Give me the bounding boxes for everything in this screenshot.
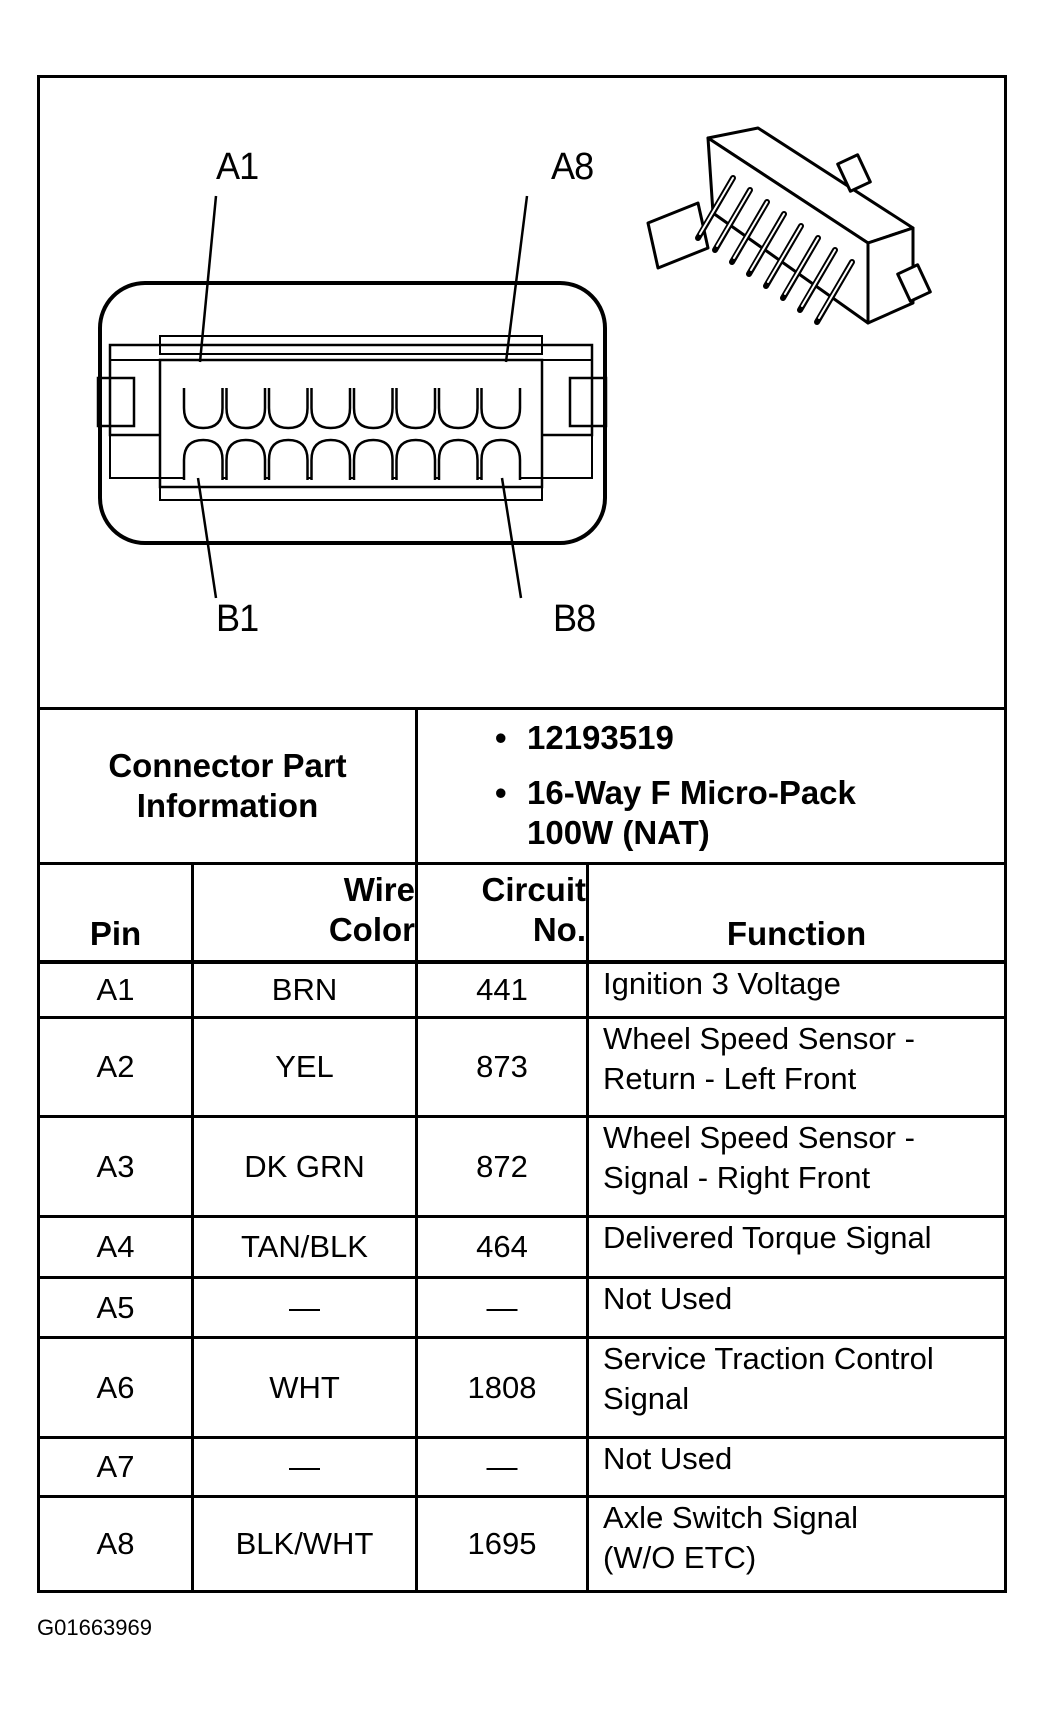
function-cell: [589, 1339, 1004, 1436]
function-line: Signal - Right Front: [603, 1160, 871, 1195]
function-line: Axle Switch Signal: [603, 1500, 859, 1535]
bullet-icon: •: [495, 719, 507, 756]
function-line: Wheel Speed Sensor -: [603, 1021, 915, 1056]
header-pin-label: Pin: [89, 915, 142, 952]
function-cell: [589, 1279, 1004, 1336]
function-line: Ignition 3 Voltage: [603, 966, 841, 1001]
wire-color-cell: YEL: [275, 1049, 334, 1084]
pin-label-a8: A8: [551, 146, 594, 188]
function-cell: [589, 1019, 1004, 1115]
circuit-no-cell: 873: [476, 1049, 528, 1084]
header-function: [589, 865, 1004, 960]
pin-cell: A5: [96, 1289, 135, 1325]
header-circuit-no-line-2: No.: [532, 910, 586, 948]
connector-type-line-1: 16-Way F Micro-Pack: [527, 774, 856, 811]
bullet-icon: •: [495, 774, 507, 811]
header-pin: [40, 865, 191, 960]
wire-color-cell: BLK/WHT: [235, 1526, 374, 1561]
function-line: Delivered Torque Signal: [603, 1220, 932, 1255]
circuit-no-cell: 1808: [467, 1369, 537, 1405]
wire-color-cell: BRN: [271, 972, 338, 1007]
header-wire-color-line-2: Color: [328, 910, 415, 948]
part-number: 12193519: [527, 719, 674, 756]
function-line: Not Used: [603, 1281, 733, 1316]
divider: [415, 710, 418, 862]
function-cell: [589, 1118, 1004, 1215]
pin-cell: A7: [96, 1449, 135, 1484]
header-function-label: Function: [726, 915, 867, 952]
circuit-no-cell: 872: [476, 1148, 528, 1184]
pin-label-b8: B8: [553, 598, 596, 640]
part-info-item: [495, 773, 1004, 853]
circuit-no-cell: 1695: [467, 1526, 537, 1561]
figure-id: G01663969: [37, 1615, 152, 1640]
pin-cell: A2: [96, 1049, 135, 1084]
connector-part-info-values: [455, 710, 1004, 862]
wire-color-cell: —: [289, 1449, 320, 1484]
function-line: Wheel Speed Sensor -: [603, 1120, 915, 1155]
header-circuit-no: [418, 865, 586, 960]
pin-cell: A6: [96, 1369, 135, 1405]
pin-cell: A1: [96, 972, 135, 1007]
connector-3d-icon: [638, 118, 938, 333]
wire-color-cell: —: [289, 1289, 320, 1325]
header-circuit-no-line-1: Circuit: [481, 870, 586, 908]
function-line: (W/O ETC): [603, 1540, 757, 1575]
pin-label-a1: A1: [216, 146, 259, 188]
circuit-no-cell: —: [486, 1289, 518, 1325]
function-line: Not Used: [603, 1441, 733, 1476]
pin-label-b1: B1: [216, 598, 259, 640]
connector-part-info-label: [40, 710, 415, 862]
function-line: Signal: [603, 1381, 690, 1416]
pin-cell: A8: [96, 1526, 135, 1561]
pin-cell: A4: [96, 1229, 135, 1264]
connector-end-view-figure: [37, 75, 1007, 1593]
circuit-no-cell: 464: [476, 1229, 528, 1264]
wire-color-cell: TAN/BLK: [241, 1229, 368, 1264]
connector-type-line-2: 100W (NAT): [527, 814, 710, 851]
part-info-item: [495, 718, 1004, 758]
pin-cell: A3: [96, 1148, 135, 1184]
wire-color-cell: WHT: [269, 1369, 340, 1405]
connector-diagram: [40, 78, 1004, 707]
part-info-label-line-2: Information: [136, 787, 319, 824]
function-cell: [589, 964, 1004, 1016]
header-wire-color-line-1: Wire: [343, 870, 415, 908]
function-cell: [589, 1498, 1004, 1590]
function-line: Service Traction Control: [603, 1341, 934, 1376]
function-cell: [589, 1218, 1004, 1276]
function-cell: [589, 1439, 1004, 1495]
header-wire-color: [194, 865, 415, 960]
part-info-label-line-1: Connector Part: [108, 747, 347, 784]
circuit-no-cell: 441: [476, 972, 528, 1007]
circuit-no-cell: —: [486, 1449, 518, 1484]
function-line: Return - Left Front: [603, 1061, 857, 1096]
wire-color-cell: DK GRN: [244, 1148, 365, 1184]
